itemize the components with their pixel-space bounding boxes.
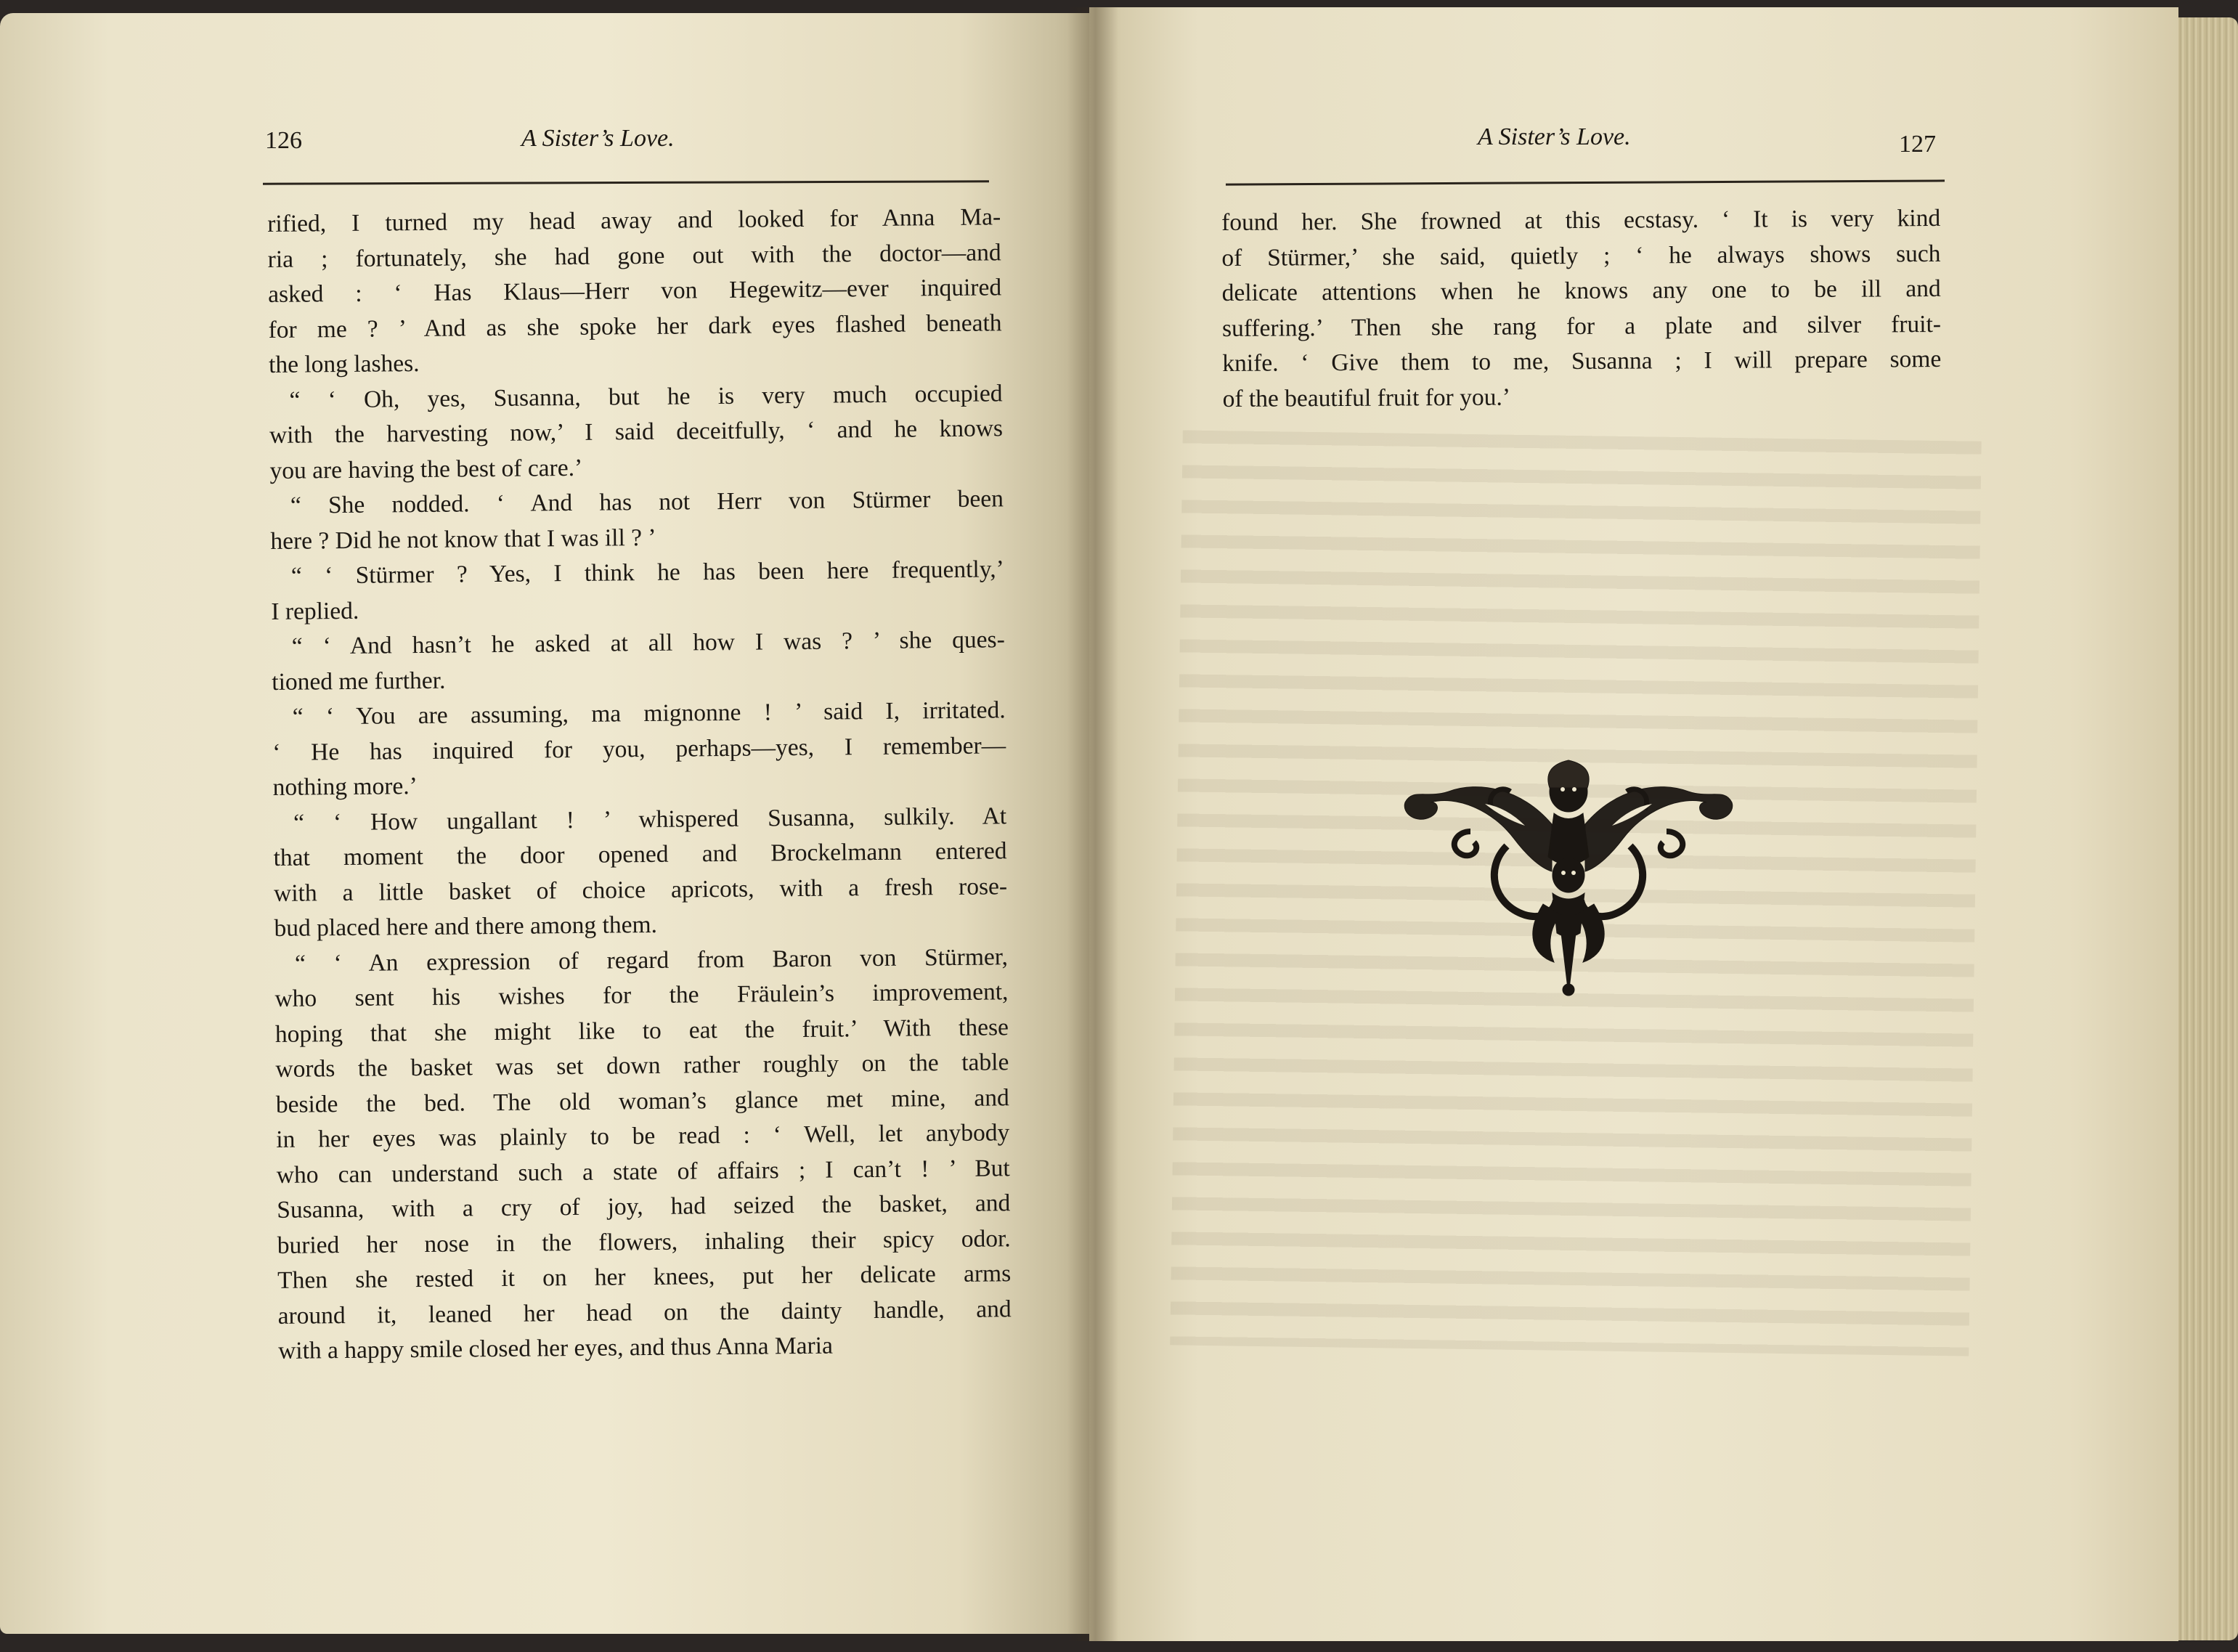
text-line: with a little basket of choice apricots, with a fresh rose- <box>273 872 1008 907</box>
text-line: asked : ‘ Has Klaus—Herr von Hegewitz—ever inquired <box>267 274 1002 308</box>
text-line: ria ; fortunately, she had gone out with the doctor—and <box>267 238 1001 273</box>
text-line: words the basket was set down rather roughly on the table <box>275 1049 1009 1083</box>
text-line: Susanna, with a cry of joy, had seized the basket, and <box>277 1189 1011 1224</box>
right-page-number: 127 <box>1899 131 1936 158</box>
text-line: tioned me further. <box>272 667 446 696</box>
text-line: who sent his wishes for the Fräulein’s improvement, <box>274 978 1009 1012</box>
text-line: that moment the door opened and Brockelmann entered <box>273 837 1007 871</box>
right-page-text <box>1221 201 1942 417</box>
text-line: “ ‘ And hasn’t he asked at all how I was ? ’ she ques- <box>291 626 1005 660</box>
text-line: “ ‘ How ungallant ! ’ whispered Susanna, sulkily. At <box>293 802 1007 837</box>
text-line: bud placed here and there among them. <box>274 911 658 942</box>
text-line: “ She nodded. ‘ And has not Herr von Stürmer been <box>290 485 1004 519</box>
text-line: you are having the best of care.’ <box>269 454 583 484</box>
text-line: for me ? ’ And as she spoke her dark eyes flashed beneath <box>268 309 1002 343</box>
text-line: found her. She frowned at this ecstasy. ‘ It is very kind <box>1221 204 1941 236</box>
text-line: ‘ He has inquired for you, perhaps—yes, I remember— <box>272 731 1006 766</box>
book-spine <box>1067 7 1118 1641</box>
text-line: around it, leaned her head on the dainty handle, and <box>277 1295 1012 1330</box>
left-page-text <box>267 200 1012 1369</box>
text-line: in her eyes was plainly to be read : ‘ Well, let anybody <box>276 1119 1010 1153</box>
text-line: of Stürmer,’ she said, quietly ; ‘ he always shows such <box>1221 240 1941 272</box>
text-line: I replied. <box>271 597 359 625</box>
text-line: with the harvesting now,’ I said deceitfully, ‘ and he knows <box>269 415 1004 449</box>
text-line: here ? Did he not know that I was ill ? ’ <box>270 524 656 555</box>
text-line: who can understand such a state of affairs ; I can’t ! ’ But <box>276 1154 1010 1189</box>
page-edges <box>2178 17 2238 1640</box>
text-line: “ ‘ An expression of regard from Baron von Stürmer, <box>294 943 1009 977</box>
text-line: delicate attentions when he knows any one to be ill and <box>1221 274 1941 306</box>
tailpiece-ornament-icon <box>1398 759 1739 998</box>
left-page-number: 126 <box>265 127 302 154</box>
right-running-title: A Sister’s Love. <box>1478 123 1631 150</box>
text-line: with a happy smile closed her eyes, and thus Anna Maria <box>277 1332 834 1364</box>
text-line: hoping that she might like to eat the fruit.’ With these <box>274 1013 1009 1048</box>
text-line: “ ‘ Oh, yes, Susanna, but he is very much occupied <box>289 379 1003 414</box>
text-line: nothing more.’ <box>272 773 418 801</box>
text-line: Then she rested it on her knees, put her delicate arms <box>277 1260 1012 1294</box>
text-line: “ ‘ You are assuming, ma mignonne ! ’ said I, irritated. <box>292 696 1006 731</box>
text-line: the long lashes. <box>268 349 420 378</box>
text-line: knife. ‘ Give them to me, Susanna ; I will prepare some <box>1222 345 1942 377</box>
text-line: “ ‘ Stürmer ? Yes, I think he has been here frequently,’ <box>290 556 1005 590</box>
text-line: suffering.’ Then she rang for a plate and silver fruit- <box>1221 310 1942 342</box>
text-line: rified, I turned my head away and looked for Anna Ma- <box>267 203 1001 237</box>
text-line: of the beautiful fruit for you.’ <box>1222 383 1511 412</box>
text-line: beside the bed. The old woman’s glance met mine, and <box>275 1083 1009 1118</box>
left-running-title: A Sister’s Love. <box>521 125 675 152</box>
text-line: buried her nose in the flowers, inhaling their spicy odor. <box>277 1224 1011 1259</box>
